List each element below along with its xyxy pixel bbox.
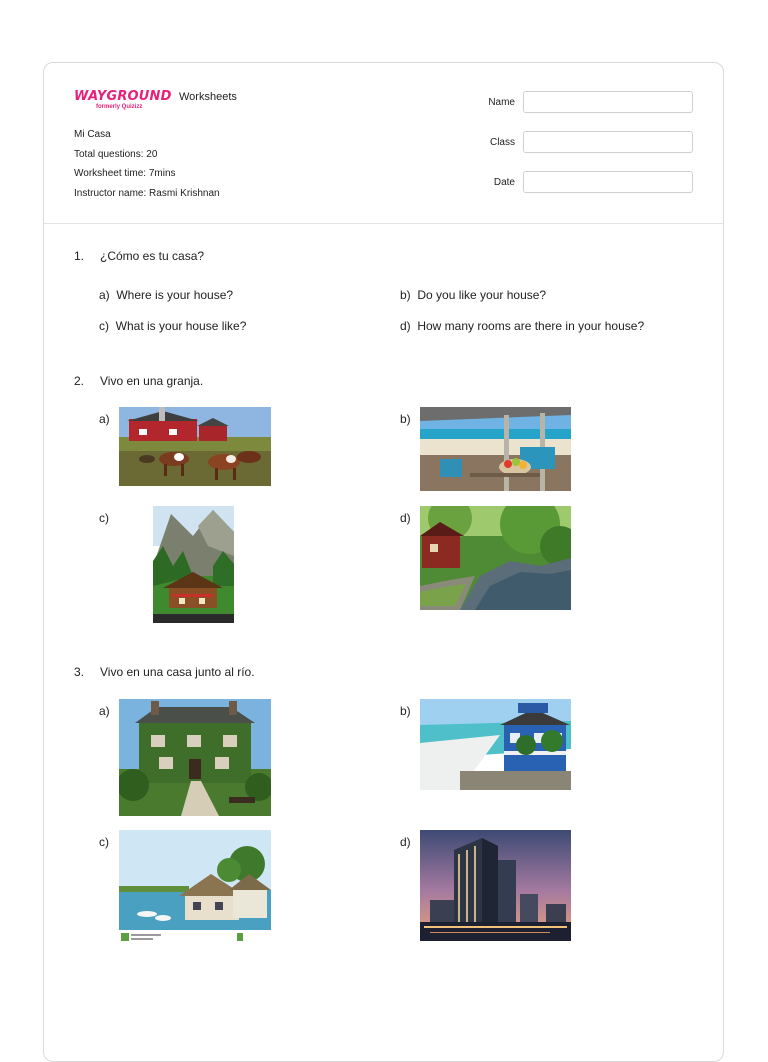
instructor-name: Instructor name: Rasmi Krishnan (74, 187, 220, 199)
option-3a-letter: a) (99, 704, 110, 718)
option-1c[interactable] (99, 319, 246, 333)
option-2c-letter: c) (99, 511, 109, 525)
creek-cabin-photo[interactable] (420, 506, 571, 610)
option-3c-letter: c) (99, 835, 109, 849)
date-label: Date (493, 176, 515, 188)
worksheet-time: Worksheet time: 7mins (74, 168, 176, 179)
name-input[interactable] (523, 91, 693, 113)
option-text: Where is your house? (116, 288, 234, 302)
option-text: How many rooms are there in your house? (417, 319, 645, 333)
class-label: Class (489, 136, 515, 148)
option-3d-letter: d) (400, 835, 411, 849)
question-text: Vivo en una casa junto al río. (100, 665, 255, 679)
class-input[interactable] (523, 131, 693, 153)
name-label: Name (488, 96, 515, 108)
option-letter: a) (99, 288, 110, 302)
product-name: Worksheets (179, 91, 237, 103)
ivy-cottage-photo[interactable] (119, 699, 271, 816)
option-1b[interactable] (400, 288, 546, 302)
option-2d-letter: d) (400, 511, 411, 525)
option-1d[interactable] (400, 319, 644, 333)
option-text: Do you like your house? (417, 288, 547, 302)
beach-patio-photo[interactable] (420, 407, 571, 491)
option-letter: c) (99, 319, 109, 333)
class-field-row (490, 131, 693, 153)
farm-with-cows-photo[interactable] (119, 407, 271, 486)
name-field-row (488, 91, 693, 113)
question-3 (74, 665, 255, 679)
question-number: 2. (74, 374, 85, 388)
option-letter: d) (400, 319, 411, 333)
question-number: 1. (74, 249, 85, 263)
option-text: What is your house like? (115, 319, 247, 333)
question-text: ¿Cómo es tu casa? (100, 249, 205, 263)
worksheet-header (44, 63, 723, 224)
total-questions: Total questions: 20 (74, 148, 158, 160)
date-input[interactable] (523, 171, 693, 193)
question-2 (74, 374, 203, 388)
question-number: 3. (74, 665, 85, 679)
option-2b-letter: b) (400, 412, 411, 426)
worksheet-title: Mi Casa (74, 129, 111, 140)
option-3b-letter: b) (400, 704, 411, 718)
option-1a[interactable] (99, 288, 233, 302)
worksheet-meta (74, 125, 220, 203)
date-field-row (494, 171, 693, 193)
mountain-chalet-photo[interactable] (153, 506, 234, 623)
brand-logo (74, 87, 237, 110)
city-tower-photo[interactable] (420, 830, 571, 941)
river-thatched-house-photo[interactable] (119, 830, 271, 943)
option-letter: b) (400, 288, 411, 302)
option-2a-letter: a) (99, 412, 110, 426)
beach-house-photo[interactable] (420, 699, 571, 790)
logo-text: WAYGROUND (74, 89, 172, 104)
question-1 (74, 249, 204, 263)
logo-subtext: formerly Quizizz (96, 104, 143, 110)
question-text: Vivo en una granja. (100, 374, 204, 388)
